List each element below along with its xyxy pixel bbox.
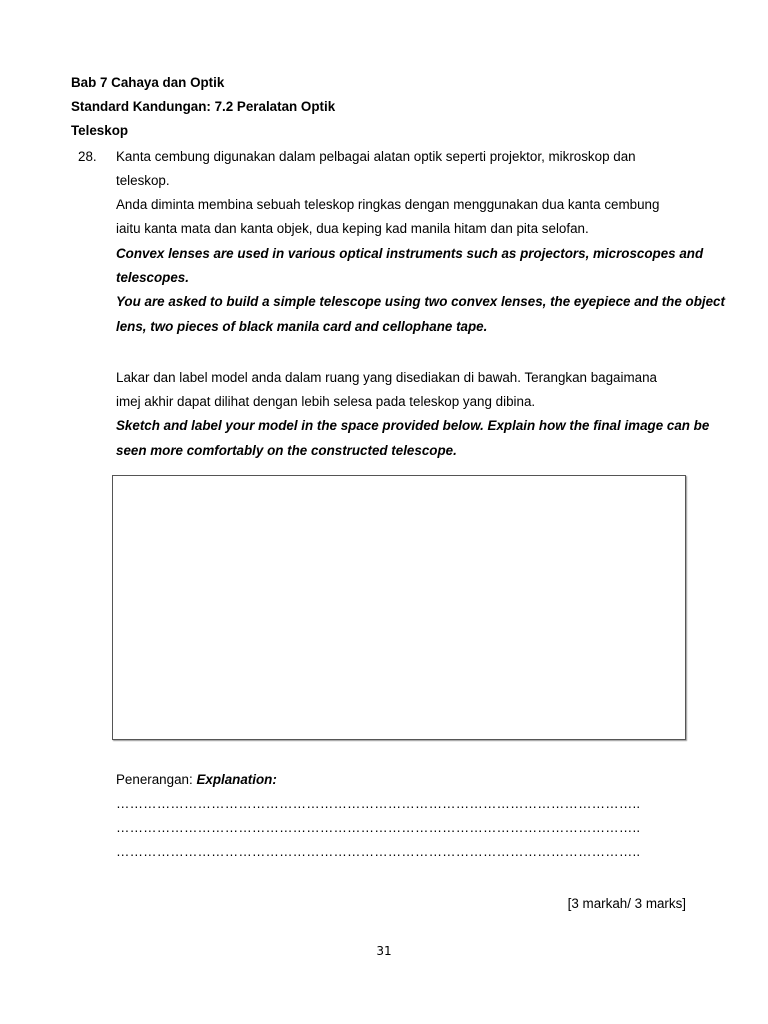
answer-line[interactable]: …………………………………………………………………………………………………….. — [116, 796, 641, 811]
english-intro-line: Convex lenses are used in various optical instruments such as projectors, microscopes and — [116, 246, 704, 261]
answer-line[interactable]: …………………………………………………………………………………………………….. — [116, 820, 641, 835]
answer-line[interactable]: …………………………………………………………………………………………………….. — [116, 844, 641, 859]
malay-intro-line: iaitu kanta mata dan kanta objek, dua keping kad manila hitam dan pita selofan. — [116, 221, 589, 236]
malay-intro-line: Anda diminta membina sebuah teleskop ringkas dengan menggunakan dua kanta cembung — [116, 197, 660, 212]
page-number: 31 — [376, 944, 392, 958]
content-standard: Standard Kandungan: 7.2 Peralatan Optik — [71, 99, 336, 114]
explanation-label — [116, 772, 277, 788]
english-intro-line: lens, two pieces of black manila card and cellophane tape. — [116, 319, 488, 334]
malay-task-line: imej akhir dapat dilihat dengan lebih selesa pada teleskop yang dibina. — [116, 394, 536, 409]
chapter-title: Bab 7 Cahaya dan Optik — [71, 75, 225, 90]
sketch-answer-box[interactable] — [112, 475, 686, 740]
english-intro-line: telescopes. — [116, 270, 189, 285]
explanation-label-english: Explanation: — [196, 772, 277, 787]
english-task-line: seen more comfortably on the constructed telescope. — [116, 443, 457, 458]
explanation-label-malay: Penerangan: — [116, 772, 193, 787]
english-intro-line: You are asked to build a simple telescope using two convex lenses, the eyepiece and the object — [116, 294, 725, 309]
malay-intro-line: teleskop. — [116, 173, 170, 188]
topic-title: Teleskop — [71, 123, 129, 138]
question-number: 28. — [78, 149, 97, 164]
marks-allocation: [3 markah/ 3 marks] — [567, 896, 686, 911]
malay-intro-line: Kanta cembung digunakan dalam pelbagai alatan optik seperti projektor, mikroskop dan — [116, 149, 636, 164]
english-task-line: Sketch and label your model in the space provided below. Explain how the final image can be — [116, 418, 710, 433]
malay-task-line: Lakar dan label model anda dalam ruang yang disediakan di bawah. Terangkan bagaimana — [116, 370, 657, 385]
